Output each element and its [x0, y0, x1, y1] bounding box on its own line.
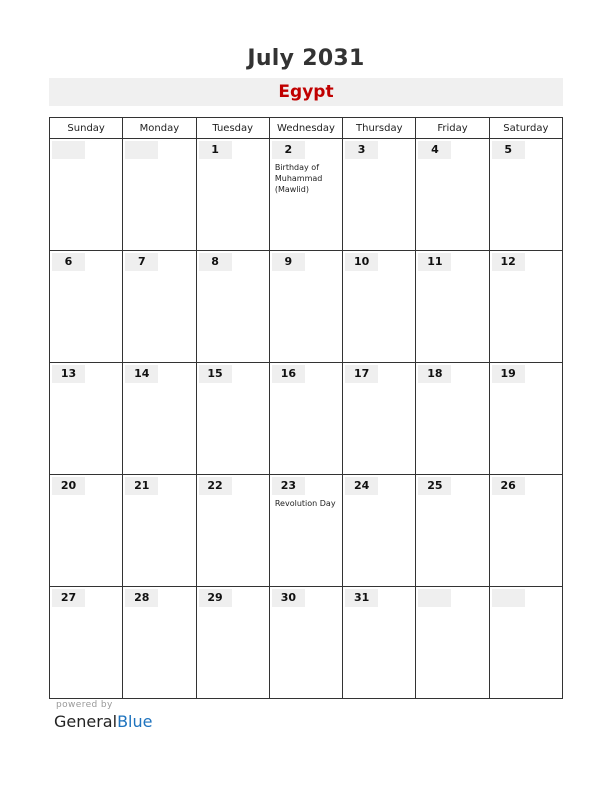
- day-cell: [50, 363, 123, 475]
- day-cell: [343, 363, 416, 475]
- day-cell: [196, 363, 269, 475]
- week-row: [50, 363, 563, 475]
- day-cell: [269, 363, 342, 475]
- day-number-box: [345, 589, 378, 607]
- day-number-box: [125, 141, 158, 159]
- day-number: 6: [64, 255, 73, 268]
- day-number-box: [199, 589, 232, 607]
- day-number: 29: [207, 591, 223, 604]
- calendar-body: [50, 139, 563, 699]
- day-number-box: [52, 477, 85, 495]
- day-cell: [123, 139, 196, 251]
- day-number: 22: [207, 479, 223, 492]
- day-cell: [123, 363, 196, 475]
- day-number: 28: [134, 591, 150, 604]
- holiday-label: Birthday of Muhammad (Mawlid): [274, 163, 323, 194]
- brand-name-general: General: [54, 712, 118, 731]
- day-cell: [123, 475, 196, 587]
- day-cell: [416, 475, 489, 587]
- holiday-label: Revolution Day: [274, 499, 336, 508]
- week-row: [50, 139, 563, 251]
- day-cell: [196, 251, 269, 363]
- day-cell: [343, 251, 416, 363]
- day-number-box: [199, 141, 232, 159]
- day-number-box: [492, 365, 525, 383]
- day-number-box: [418, 589, 451, 607]
- day-number-box: [418, 253, 451, 271]
- day-number-box: [272, 365, 305, 383]
- day-cell: [343, 139, 416, 251]
- day-cell: [416, 363, 489, 475]
- day-number-box: [272, 477, 305, 495]
- day-number: 2: [284, 143, 293, 156]
- day-cell: [489, 251, 562, 363]
- day-cell: [50, 251, 123, 363]
- weekday-header: Tuesday: [196, 118, 269, 139]
- day-cell: [196, 587, 269, 699]
- day-number: 31: [353, 591, 370, 604]
- day-number-box: [492, 477, 525, 495]
- day-number: 21: [134, 479, 150, 492]
- day-cell: [269, 251, 342, 363]
- page-title: July 2031: [247, 46, 365, 71]
- day-number-box: [492, 141, 525, 159]
- day-number: 26: [500, 479, 516, 492]
- day-number: 18: [427, 367, 443, 380]
- day-number-box: [345, 477, 378, 495]
- day-number-box: [418, 477, 451, 495]
- weekday-header: Sunday: [50, 118, 123, 139]
- week-row: [50, 251, 563, 363]
- day-cell: [123, 251, 196, 363]
- day-cell: [489, 139, 562, 251]
- day-cell: [196, 475, 269, 587]
- day-number: 10: [353, 255, 370, 268]
- day-cell: [50, 587, 123, 699]
- brand-logo: [54, 712, 152, 731]
- day-number-box: [125, 589, 158, 607]
- day-number: 24: [353, 479, 370, 492]
- day-number: 11: [427, 255, 443, 268]
- weekday-header-row: [50, 118, 563, 139]
- day-number-box: [272, 141, 305, 159]
- day-number-box: [199, 253, 232, 271]
- day-number-box: [52, 589, 85, 607]
- day-number-box: [272, 253, 305, 271]
- day-number-box: [418, 365, 451, 383]
- day-number: 5: [504, 143, 513, 156]
- day-number-box: [52, 141, 85, 159]
- day-number-box: [52, 253, 85, 271]
- day-number-box: [492, 253, 525, 271]
- country-name: Egypt: [278, 82, 334, 102]
- day-cell: [269, 587, 342, 699]
- day-cell: [343, 475, 416, 587]
- week-row: [50, 475, 563, 587]
- day-cell: [196, 139, 269, 251]
- weekday-header: Saturday: [489, 118, 562, 139]
- day-cell: [50, 475, 123, 587]
- day-number: 12: [500, 255, 516, 268]
- day-number: 30: [280, 591, 296, 604]
- day-cell: [416, 587, 489, 699]
- day-number-box: [345, 141, 378, 159]
- day-number-box: [125, 477, 158, 495]
- calendar-grid: [49, 117, 563, 699]
- day-cell: [489, 475, 562, 587]
- day-cell: [489, 363, 562, 475]
- day-number-box: [199, 365, 232, 383]
- day-number: 19: [500, 367, 516, 380]
- day-number-box: [199, 477, 232, 495]
- day-number: 9: [284, 255, 293, 268]
- day-number-box: [52, 365, 85, 383]
- weekday-header: Wednesday: [269, 118, 342, 139]
- day-number-box: [125, 365, 158, 383]
- day-number: 17: [353, 367, 370, 380]
- brand-name-blue: Blue: [117, 712, 153, 731]
- day-number: 13: [60, 367, 77, 380]
- day-cell: [416, 251, 489, 363]
- day-number: 20: [60, 479, 77, 492]
- day-number: 25: [427, 479, 443, 492]
- day-number-box: [345, 365, 378, 383]
- day-number: 16: [280, 367, 296, 380]
- day-cell: [50, 139, 123, 251]
- country-banner: [49, 78, 563, 106]
- week-row: [50, 587, 563, 699]
- day-number-box: [125, 253, 158, 271]
- day-number: 3: [357, 143, 366, 156]
- day-cell: [269, 475, 342, 587]
- day-number-box: [492, 589, 525, 607]
- day-number: 4: [431, 143, 439, 156]
- day-cell: [269, 139, 342, 251]
- day-number: 15: [207, 367, 223, 380]
- day-number-box: [418, 141, 451, 159]
- weekday-header: Thursday: [343, 118, 416, 139]
- day-number-box: [345, 253, 378, 271]
- day-number-box: [272, 589, 305, 607]
- day-number: 27: [60, 591, 77, 604]
- day-number: 1: [211, 143, 219, 156]
- day-number: 14: [134, 367, 150, 380]
- day-cell: [416, 139, 489, 251]
- day-number: 7: [137, 255, 146, 268]
- day-cell: [489, 587, 562, 699]
- day-number: 8: [211, 255, 219, 268]
- day-number: 23: [280, 479, 296, 492]
- weekday-header: Friday: [416, 118, 489, 139]
- powered-by-text: powered by: [56, 700, 113, 710]
- day-cell: [343, 587, 416, 699]
- day-cell: [123, 587, 196, 699]
- weekday-header: Monday: [123, 118, 196, 139]
